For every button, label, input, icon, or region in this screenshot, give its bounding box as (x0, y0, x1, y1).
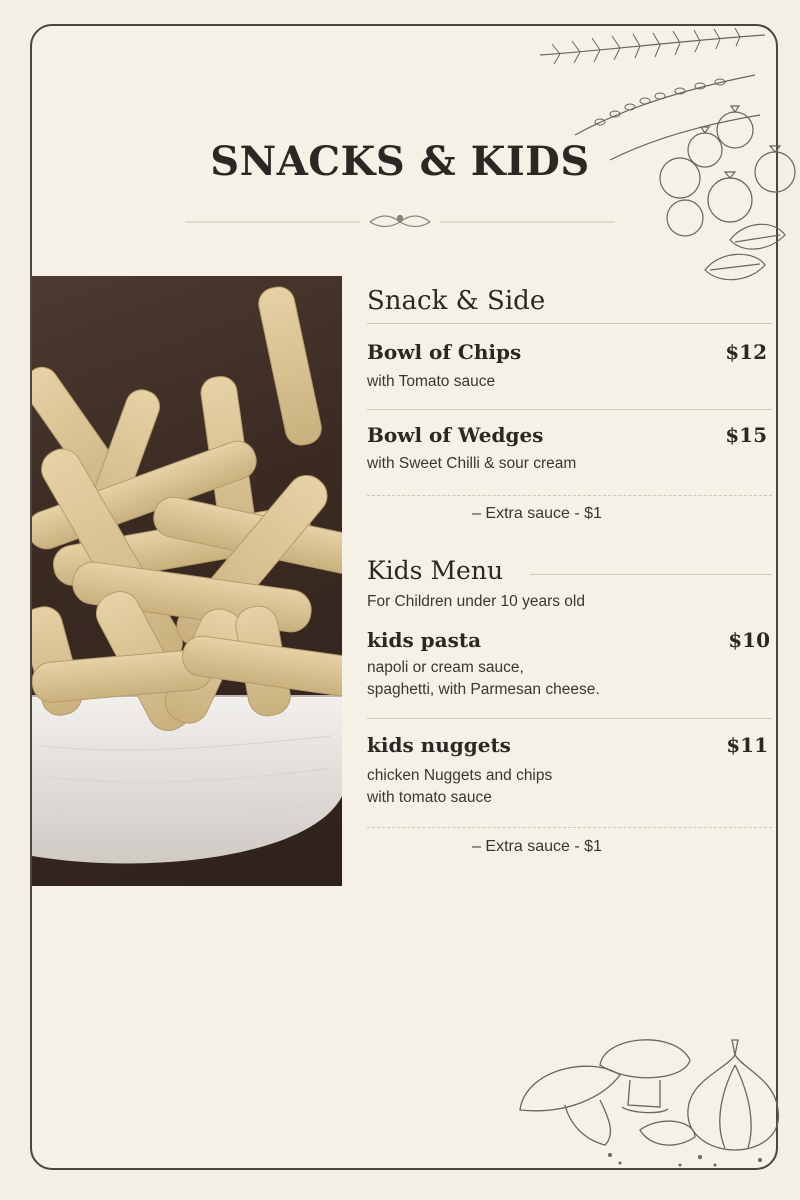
menu-item-description (367, 657, 600, 701)
item-divider (367, 409, 772, 410)
page-title: SNACKS & KIDS (210, 138, 590, 185)
item-divider-dashed (367, 827, 772, 828)
menu-item-price: $11 (726, 733, 768, 757)
description-line: napoli or cream sauce, (367, 659, 524, 676)
section-subheading: For Children under 10 years old (367, 593, 585, 610)
menu-item-name: Bowl of Wedges (367, 423, 544, 447)
bowl-of-chips-photo (32, 276, 342, 886)
item-divider (367, 718, 772, 719)
menu-item-description: with Sweet Chilli & sour cream (367, 455, 577, 472)
description-line: with tomato sauce (367, 789, 492, 806)
section-rule (367, 323, 772, 324)
item-divider-dashed (367, 495, 772, 496)
extra-sauce-note: – Extra sauce - $1 (472, 838, 602, 855)
menu-item-name: kids pasta (367, 628, 482, 652)
menu-item-price: $15 (725, 423, 767, 447)
ornamental-divider-icon (185, 212, 615, 232)
description-line: spaghetti, with Parmesan cheese. (367, 681, 600, 698)
extra-sauce-note: – Extra sauce - $1 (472, 505, 602, 522)
menu-item-description: with Tomato sauce (367, 373, 496, 390)
menu-item-description (367, 765, 552, 809)
menu-item-name: kids nuggets (367, 733, 511, 757)
description-line: chicken Nuggets and chips (367, 767, 553, 784)
section-heading-snack-side: Snack & Side (367, 286, 546, 316)
mushroom-and-garlic-sketch-icon (510, 1025, 790, 1175)
menu-item-price: $12 (725, 340, 767, 364)
menu-item-name: Bowl of Chips (367, 340, 522, 364)
section-rule (530, 574, 772, 575)
section-heading-kids-menu: Kids Menu (367, 556, 504, 585)
menu-item-price: $10 (728, 628, 770, 652)
